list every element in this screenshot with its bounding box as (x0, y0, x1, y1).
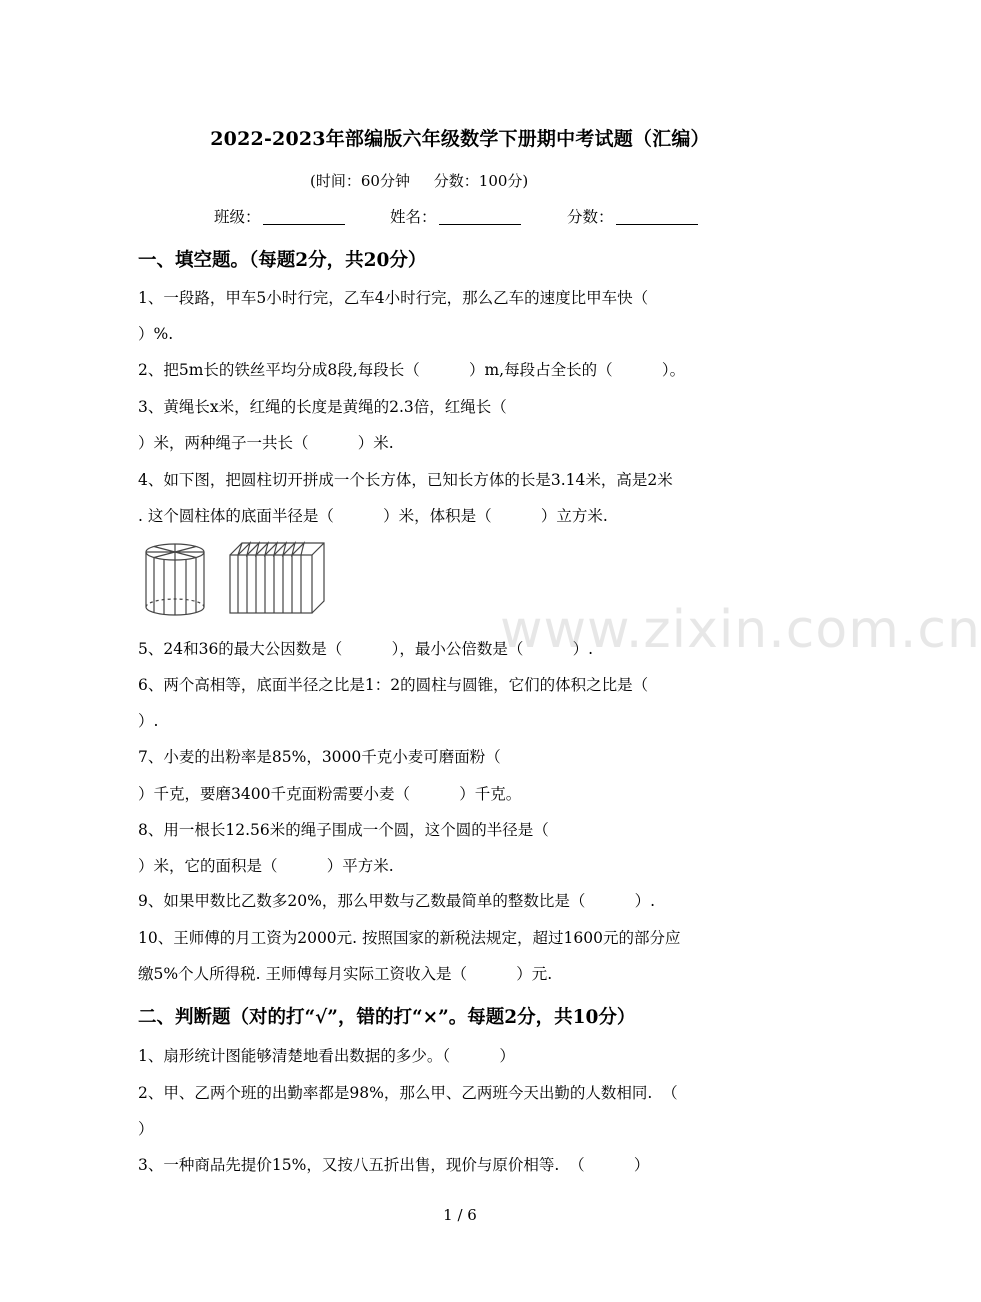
question-line: ）米，两种绳子一共长（ ）米. (138, 434, 394, 452)
question-line: 10、王师傅的月工资为2000元. 按照国家的新税法规定，超过1600元的部分应 (138, 929, 681, 947)
question-line: 1、一段路，甲车5小时行完，乙车4小时行完，那么乙车的速度比甲车快（ (138, 289, 649, 307)
score-blank[interactable] (616, 208, 698, 225)
question-line: ）米，它的面积是（ ）平方米. (138, 857, 394, 875)
question-line: 5、24和36的最大公因数是（ ），最小公倍数是（ ）. (138, 640, 594, 658)
question-line: 8、用一根长12.56米的绳子围成一个圆，这个圆的半径是（ (138, 821, 549, 839)
score-field[interactable] (567, 205, 698, 227)
question-line: 缴5%个人所得税. 王师傅每月实际工资收入是（ ）元. (138, 965, 553, 983)
name-label: 姓名： (390, 208, 437, 226)
question-line: 3、黄绳长x米，红绳的长度是黄绳的2.3倍，红绳长（ (138, 398, 507, 416)
exam-subtitle: (时间：60分钟 分数：100分) (310, 172, 529, 190)
section-1-heading: 一、填空题。（每题2分，共20分） (138, 250, 427, 271)
question-line: ）千克，要磨3400千克面粉需要小麦（ ）千克。 (138, 785, 522, 803)
site-watermark: www.zixin.com.cn (500, 600, 981, 660)
question-line: 3、一种商品先提价15%，又按八五折出售，现价与原价相等. （ ） (138, 1156, 650, 1174)
question-line: 7、小麦的出粉率是85%，3000千克小麦可磨面粉（ (138, 748, 501, 766)
question-line: ） (138, 1120, 154, 1138)
question-line: 1、扇形统计图能够清楚地看出数据的多少。（ ） (138, 1047, 515, 1065)
question-line: 6、两个高相等，底面半径之比是1：2的圆柱与圆锥，它们的体积之比是（ (138, 676, 649, 694)
question-line: 4、如下图，把圆柱切开拼成一个长方体，已知长方体的长是3.14米，高是2米 (138, 471, 673, 489)
question-line: 2、甲、乙两个班的出勤率都是98%，那么甲、乙两班今天出勤的人数相同. （ (138, 1084, 678, 1102)
cylinder-cuboid-figure (143, 540, 333, 620)
question-line: . 这个圆柱体的底面半径是（ ）米，体积是（ ）立方米. (138, 507, 608, 525)
page-number: 1 / 6 (443, 1206, 477, 1224)
question-line: 2、把5m长的铁丝平均分成8段,每段长（ ）m,每段占全长的（ ）。 (138, 361, 686, 379)
section-2-heading: 二、判断题（对的打“√”，错的打“×”。每题2分，共10分） (138, 1007, 636, 1028)
question-line: ）%. (138, 325, 174, 343)
question-line: ）. (138, 712, 159, 730)
class-field[interactable] (214, 205, 345, 227)
score-label: 分数： (567, 208, 614, 226)
class-blank[interactable] (263, 208, 345, 225)
question-line: 9、如果甲数比乙数多20%，那么甲数与乙数最简单的整数比是（ ）. (138, 892, 656, 910)
page-title: 2022-2023年部编版六年级数学下册期中考试题（汇编） (210, 128, 710, 150)
name-field[interactable] (390, 205, 521, 227)
class-label: 班级： (214, 208, 261, 226)
name-blank[interactable] (439, 208, 521, 225)
student-info-row (0, 205, 920, 231)
